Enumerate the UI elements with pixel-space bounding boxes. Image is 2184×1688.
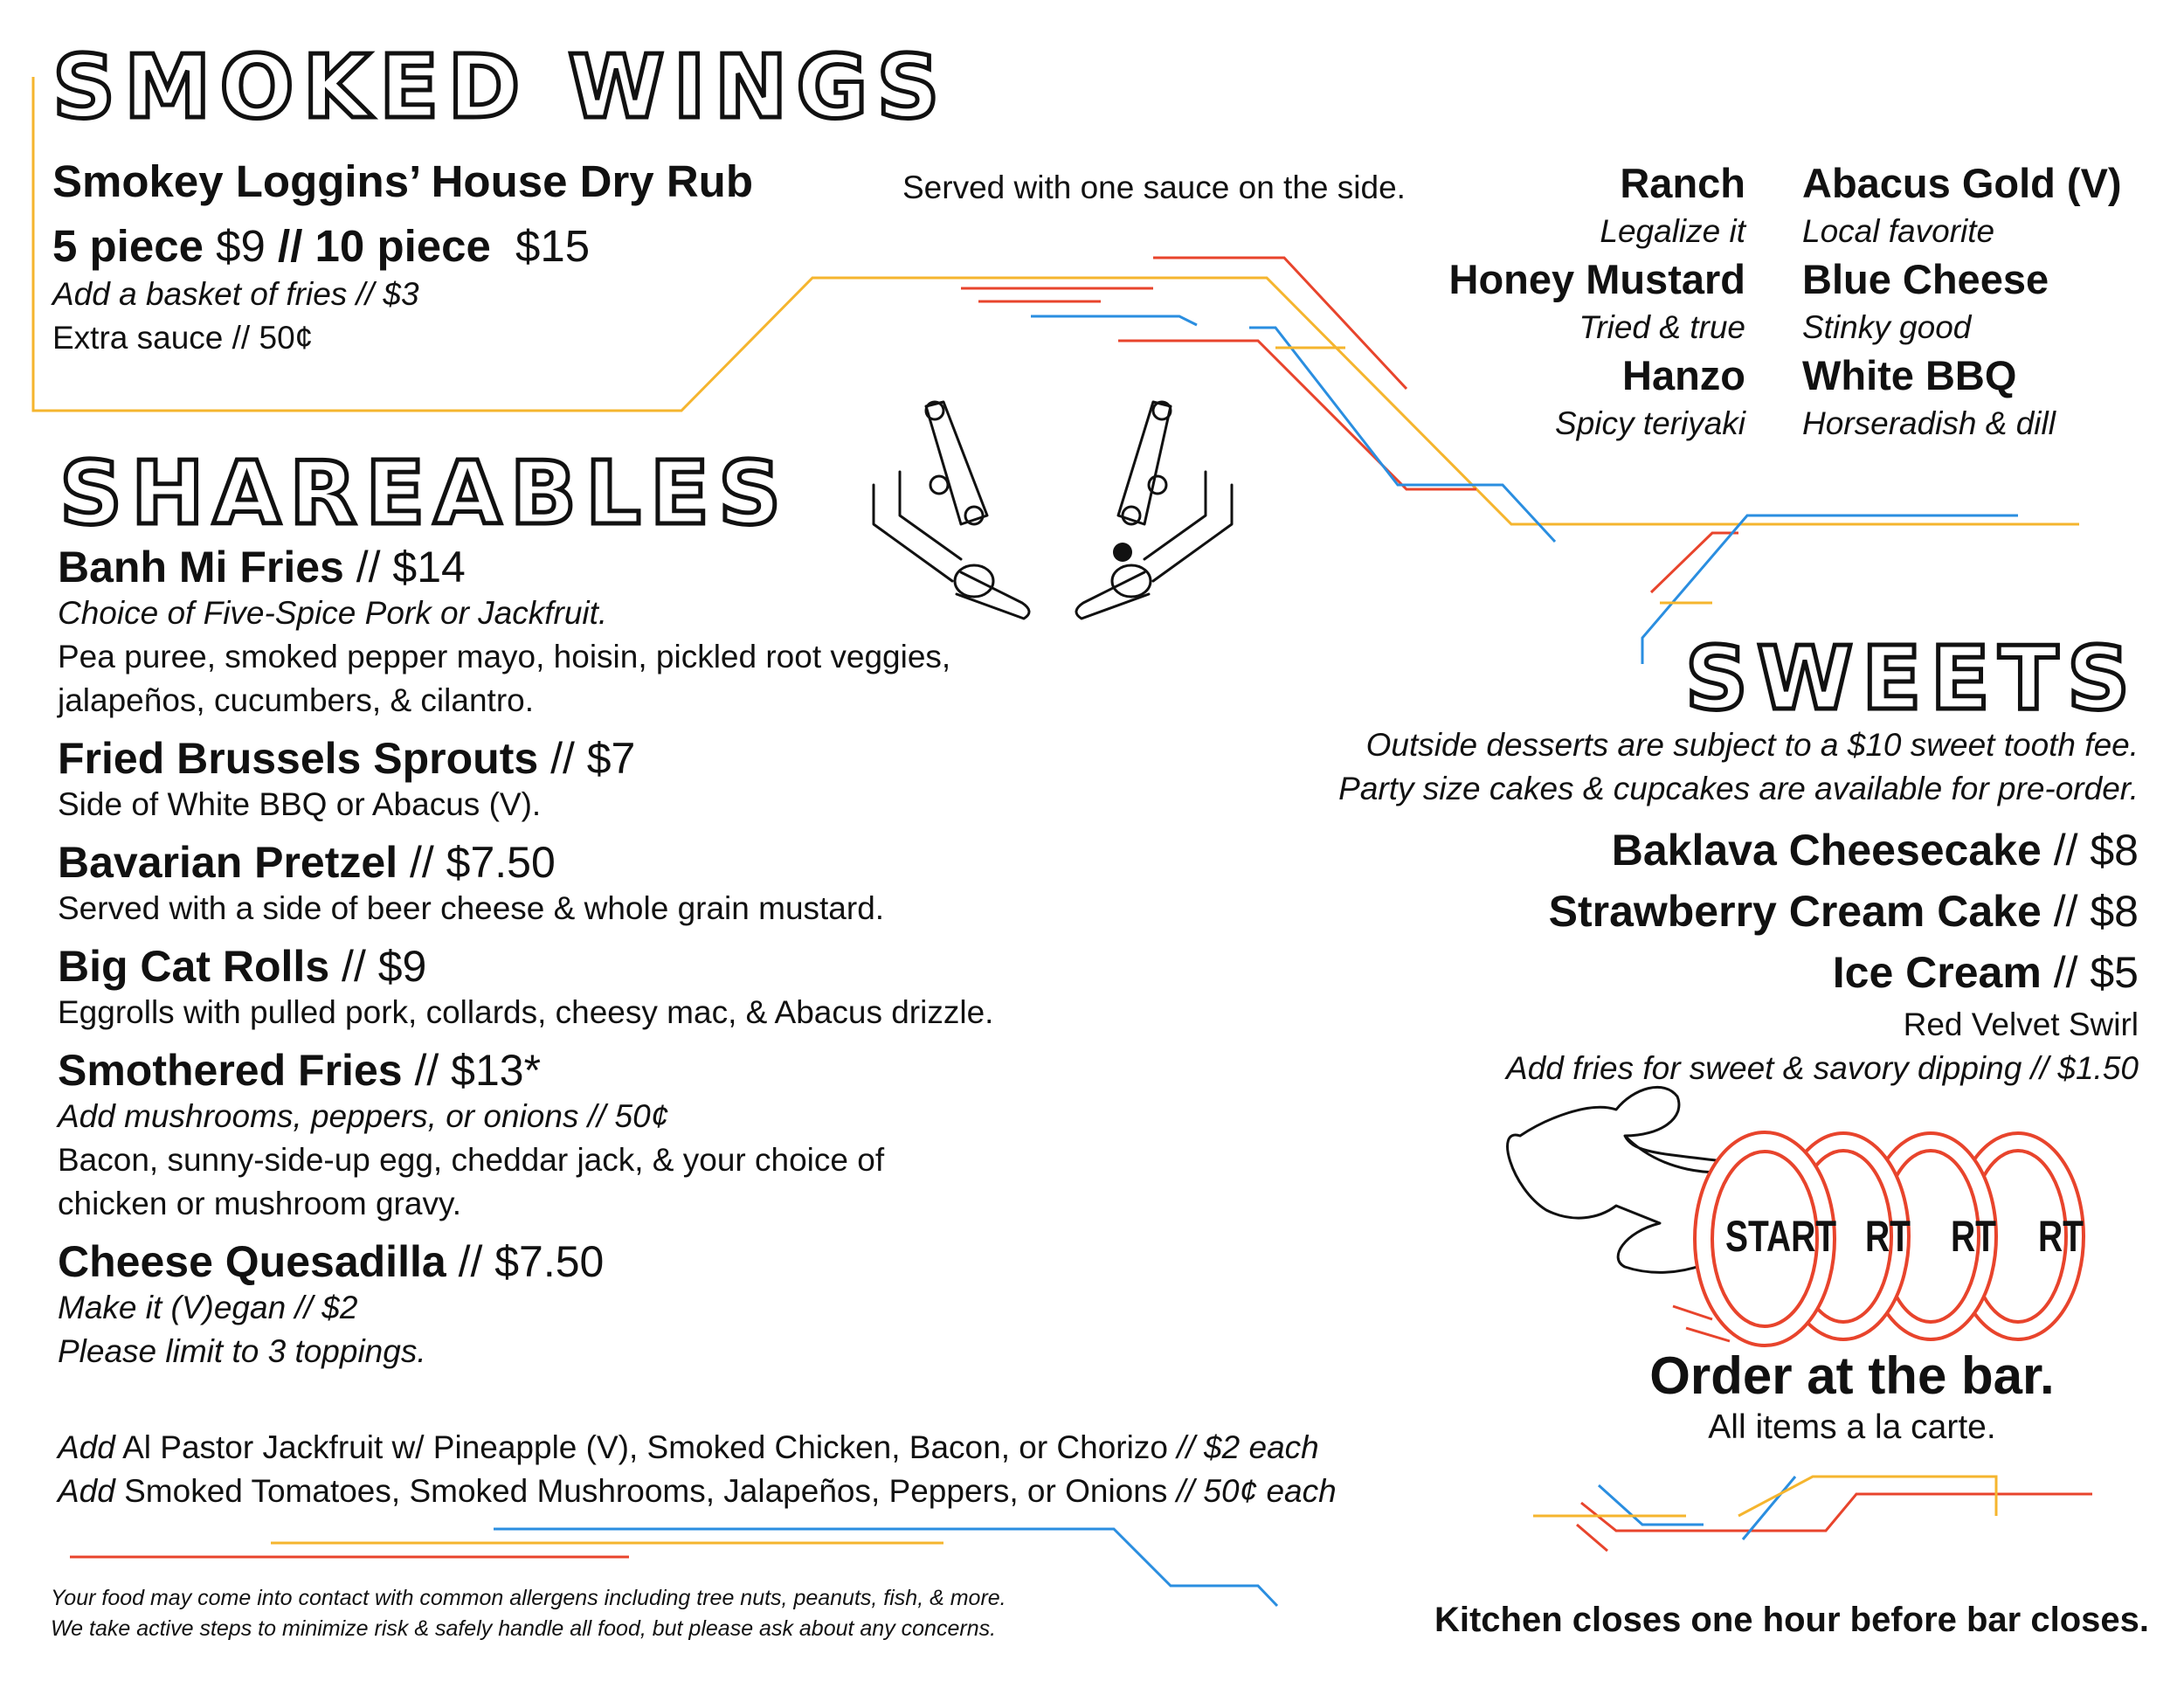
addon-price: // 50¢ each bbox=[1176, 1473, 1337, 1509]
menu-item bbox=[58, 943, 1150, 1034]
sauce-desc: Tried & true bbox=[1579, 309, 1745, 345]
allergen-line: Your food may come into contact with common allergens including tree nuts, peanuts, fish, & more. bbox=[51, 1586, 1006, 1610]
menu-item bbox=[58, 543, 1150, 723]
wings-fries-addon: Add a basket of fries // $3 bbox=[52, 276, 419, 312]
ice-cream-flavor: Red Velvet Swirl bbox=[1903, 1007, 2139, 1042]
yellow-track-line bbox=[1738, 1477, 1996, 1516]
item-name: Baklava Cheesecake bbox=[1611, 826, 2042, 875]
sauce-list-right bbox=[1802, 159, 2122, 447]
order-block bbox=[1503, 1346, 2184, 1449]
item-name: Strawberry Cream Cake bbox=[1548, 887, 2042, 936]
item-price: // $14 bbox=[356, 543, 466, 591]
sauce-note: Served with one sauce on the side. bbox=[902, 169, 1406, 205]
sweets-fries-note: Add fries for sweet & savory dipping // $1.50 bbox=[1506, 1050, 2139, 1086]
sweets-note: Party size cakes & cupcakes are available for pre-order. bbox=[1338, 771, 2139, 806]
allergen-line: We take active steps to minimize risk & safely handle all food, but please ask about any concerns. bbox=[51, 1616, 997, 1641]
sweets-note: Outside desserts are subject to a $10 sweet tooth fee. bbox=[1365, 727, 2139, 763]
addon-text: Al Pastor Jackfruit w/ Pineapple (V), Smoked Chicken, Bacon, or Chorizo bbox=[114, 1429, 1178, 1465]
addon-price: // $2 each bbox=[1177, 1429, 1319, 1465]
item-desc: Pea puree, smoked pepper mayo, hoisin, pickled root veggies, bbox=[58, 639, 951, 675]
item-desc: Served with a side of beer cheese & whole grain mustard. bbox=[58, 890, 885, 926]
item-price: // $5 bbox=[2053, 948, 2139, 997]
item-desc: Choice of Five-Spice Pork or Jackfruit. bbox=[58, 595, 608, 631]
sweets-section-title: SWEETS bbox=[1684, 627, 2139, 730]
allergen-notice bbox=[51, 1583, 1006, 1644]
item-desc: chicken or mushroom gravy. bbox=[58, 1186, 461, 1221]
wings-section-title: SMOKED WINGS bbox=[52, 36, 949, 138]
item-desc: Make it (V)egan // $2 bbox=[58, 1290, 358, 1325]
item-price: // $13* bbox=[414, 1046, 542, 1095]
item-price: // $7.50 bbox=[458, 1237, 605, 1286]
wings-extra-sauce: Extra sauce // 50¢ bbox=[52, 320, 314, 356]
red-track-line bbox=[1118, 341, 1476, 489]
addon-label: Add bbox=[58, 1473, 115, 1509]
wings-price-a: $9 bbox=[216, 221, 266, 271]
sauce-name: Honey Mustard bbox=[1448, 256, 1745, 302]
item-desc: Eggrolls with pulled pork, collards, cheesy mac, & Abacus drizzle. bbox=[58, 994, 994, 1030]
wings-size-a: 5 piece bbox=[52, 221, 204, 271]
blue-track-line bbox=[1031, 316, 1197, 325]
item-price: // $9 bbox=[342, 942, 427, 991]
sauce-desc: Horseradish & dill bbox=[1802, 405, 2056, 441]
menu-item bbox=[58, 1047, 1150, 1226]
wings-separator: // bbox=[278, 221, 303, 271]
start-label-partial: RT bbox=[1865, 1212, 1911, 1261]
red-track-line bbox=[1577, 1525, 1607, 1551]
item-name: Big Cat Rolls bbox=[58, 942, 330, 991]
wings-price-b: $15 bbox=[515, 221, 591, 271]
sauce-name: Ranch bbox=[1620, 160, 1745, 206]
shareables-section-title: SHAREABLES bbox=[59, 442, 791, 544]
start-label: START bbox=[1725, 1212, 1837, 1261]
addon-line bbox=[58, 1426, 1319, 1470]
motion-line bbox=[1673, 1306, 1712, 1319]
wings-name: Smokey Loggins’ House Dry Rub bbox=[52, 156, 753, 206]
order-title: Order at the bar. bbox=[1649, 1346, 2055, 1405]
item-name: Banh Mi Fries bbox=[58, 543, 344, 591]
item-desc: Add mushrooms, peppers, or onions // 50¢ bbox=[58, 1098, 669, 1134]
kitchen-hours: Kitchen closes one hour before bar closes. bbox=[1434, 1601, 2149, 1639]
item-desc: Bacon, sunny-side-up egg, cheddar jack, & your choice of bbox=[58, 1142, 885, 1178]
sweets-block bbox=[1338, 723, 2139, 1090]
wings-size-b: 10 piece bbox=[314, 221, 491, 271]
item-desc: Please limit to 3 toppings. bbox=[58, 1333, 426, 1369]
sauce-desc: Legalize it bbox=[1600, 213, 1745, 249]
menu-item bbox=[58, 1238, 1150, 1373]
start-label-partial: RT bbox=[2038, 1212, 2084, 1261]
order-subtitle: All items a la carte. bbox=[1708, 1408, 1996, 1446]
item-name: Cheese Quesadilla bbox=[58, 1237, 446, 1286]
item-price: // $7.50 bbox=[410, 838, 556, 887]
item-name: Ice Cream bbox=[1832, 948, 2042, 997]
item-price: // $8 bbox=[2053, 826, 2139, 875]
sauce-name: Abacus Gold (V) bbox=[1802, 160, 2122, 206]
item-name: Fried Brussels Sprouts bbox=[58, 734, 539, 783]
item-price: // $7 bbox=[550, 734, 636, 783]
addon-label: Add bbox=[58, 1429, 115, 1465]
sauce-desc: Local favorite bbox=[1802, 213, 1995, 249]
motion-line bbox=[1686, 1328, 1730, 1341]
sauce-name: Blue Cheese bbox=[1802, 256, 2049, 302]
blue-track-line bbox=[1599, 1485, 1704, 1525]
item-desc: Side of White BBQ or Abacus (V). bbox=[58, 786, 542, 822]
menu-item bbox=[58, 839, 1150, 930]
sauce-desc: Spicy teriyaki bbox=[1555, 405, 1745, 441]
addon-text: Smoked Tomatoes, Smoked Mushrooms, Jalapeños, Peppers, or Onions bbox=[114, 1473, 1177, 1509]
sauce-list-left bbox=[1449, 159, 1746, 447]
sauce-name: White BBQ bbox=[1802, 352, 2017, 398]
item-name: Bavarian Pretzel bbox=[58, 838, 398, 887]
item-price: // $8 bbox=[2053, 887, 2139, 936]
wings-pricing bbox=[52, 220, 590, 272]
menu-item bbox=[58, 735, 1150, 827]
start-label-partial: RT bbox=[1951, 1212, 1996, 1261]
item-name: Smothered Fries bbox=[58, 1046, 403, 1095]
shareables-list bbox=[58, 543, 1150, 1373]
item-desc: jalapeños, cucumbers, & cilantro. bbox=[58, 682, 534, 718]
sauce-name: Hanzo bbox=[1622, 352, 1745, 398]
sauce-desc: Stinky good bbox=[1802, 309, 1972, 345]
addon-line bbox=[58, 1470, 1337, 1513]
